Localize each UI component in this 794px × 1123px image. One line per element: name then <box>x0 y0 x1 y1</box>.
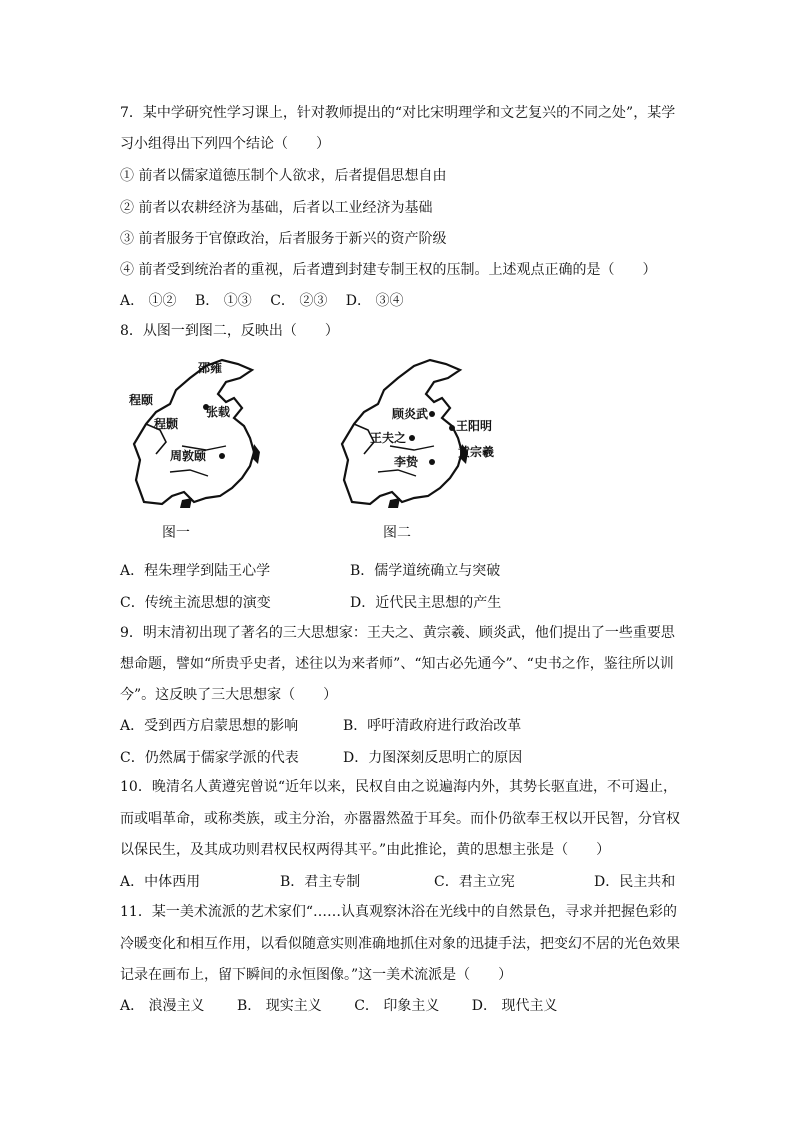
map-figure-1 <box>126 352 276 512</box>
q8-option-c: C．传统主流思想的演变 <box>120 595 271 611</box>
map1-label-zhangzai: 张载 <box>206 405 231 419</box>
q9-option-a: A．受到西方启蒙思想的影响 <box>120 718 299 734</box>
q7-statement-1: ① 前者以儒家道德压制个人欲求，后者提倡思想自由 <box>120 168 447 184</box>
map2-location-dot <box>409 435 415 441</box>
map1-location-dot <box>219 453 225 459</box>
q10-option-d: D．民主共和 <box>594 874 676 890</box>
map-figure-2 <box>334 352 504 512</box>
map2-location-dot <box>429 411 435 417</box>
q9-stem-line1: 9．明末清初出现了著名的三大思想家：王夫之、黄宗羲、顾炎武，他们提出了一些重要思 <box>120 625 675 641</box>
q7-statement-2: ② 前者以农耕经济为基础，后者以工业经济为基础 <box>120 200 433 216</box>
q10-stem-line2: 而或唱革命，或称类族，或主分治，亦嚣嚣然盈于耳矣。而仆仍欲奉王权以开民智，分官权 <box>120 811 680 827</box>
q10-stem-line1: 10．晚清名人黄遵宪曾说“近年以来，民权自由之说遍海内外，其势长驱直进，不可遏止， <box>120 779 677 795</box>
map1-label-chenghao: 程颢 <box>154 417 179 431</box>
q7-stem-line2: 习小组得出下列四个结论（ ） <box>120 136 330 152</box>
q10-option-b: B．君主专制 <box>280 874 361 890</box>
q7-options: A． ①② B． ①③ C． ②③ D． ③④ <box>120 293 404 309</box>
q7-statement-3: ③ 前者服务于官僚政治，后者服务于新兴的资产阶级 <box>120 231 447 247</box>
q11-options: A． 浪漫主义 B． 现实主义 C． 印象主义 D． 现代主义 <box>120 998 558 1014</box>
q10-option-a: A．中体西用 <box>120 874 201 890</box>
map2-label-lizhi: 李贽 <box>394 455 419 469</box>
q11-stem-line2: 冷暖变化和相互作用，以看似随意实则准确地抓住对象的迅捷手法，把变幻不居的光色效果 <box>120 936 680 952</box>
map1-label-chengyi: 程颐 <box>129 393 154 407</box>
map2-caption: 图二 <box>383 525 411 541</box>
map1-label-shaoyong: 邵雍 <box>198 361 223 375</box>
q8-option-b: B．儒学道统确立与突破 <box>350 563 501 579</box>
map1-label-zhoudunyi: 周敦颐 <box>170 449 207 463</box>
q9-option-c: C．仍然属于儒家学派的代表 <box>120 750 299 766</box>
map2-label-guyanwu: 顾炎武 <box>392 407 429 421</box>
map2-location-dot <box>429 459 435 465</box>
map1-caption: 图一 <box>162 525 190 541</box>
q8-stem: 8．从图一到图二，反映出（ ） <box>120 323 339 339</box>
q9-stem-line3: 今”。这反映了三大思想家（ ） <box>120 687 338 703</box>
q10-stem-line3: 以保民生，及其成功则君权民权两得其平。”由此推论，黄的思想主张是（ ） <box>120 842 611 858</box>
q11-stem-line1: 11．某一美术流派的艺术家们“……认真观察沐浴在光线中的自然景色，寻求并把握色彩的 <box>120 904 677 920</box>
q8-option-a: A．程朱理学到陆王心学 <box>120 563 271 579</box>
q7-statement-4: ④ 前者受到统治者的重视，后者遭到封建专制王权的压制。上述观点正确的是（ ） <box>120 262 657 278</box>
q11-stem-line3: 记录在画布上，留下瞬间的永恒图像。”这一美术流派是（ ） <box>120 967 513 983</box>
q8-option-d: D．近代民主思想的产生 <box>350 595 502 611</box>
q9-option-d: D．力图深刻反思明亡的原因 <box>343 750 523 766</box>
q10-option-c: C．君主立宪 <box>434 874 515 890</box>
q9-option-b: B．呼吁清政府进行政治改革 <box>343 718 522 734</box>
map2-label-huangzongxi: 黄宗羲 <box>458 445 495 459</box>
map2-label-wangyangming: 王阳明 <box>456 419 493 433</box>
map2-location-dot <box>449 425 455 431</box>
q7-stem-line1: 7．某中学研究性学习课上，针对教师提出的“对比宋明理学和文艺复兴的不同之处”，某学 <box>120 105 676 121</box>
map2-label-wangfuzhi: 王夫之 <box>370 431 407 445</box>
q9-stem-line2: 想命题，譬如“所贵乎史者，述往以为来者师”、“知古必先通今”、“史书之作，鉴往所以训 <box>120 656 674 672</box>
